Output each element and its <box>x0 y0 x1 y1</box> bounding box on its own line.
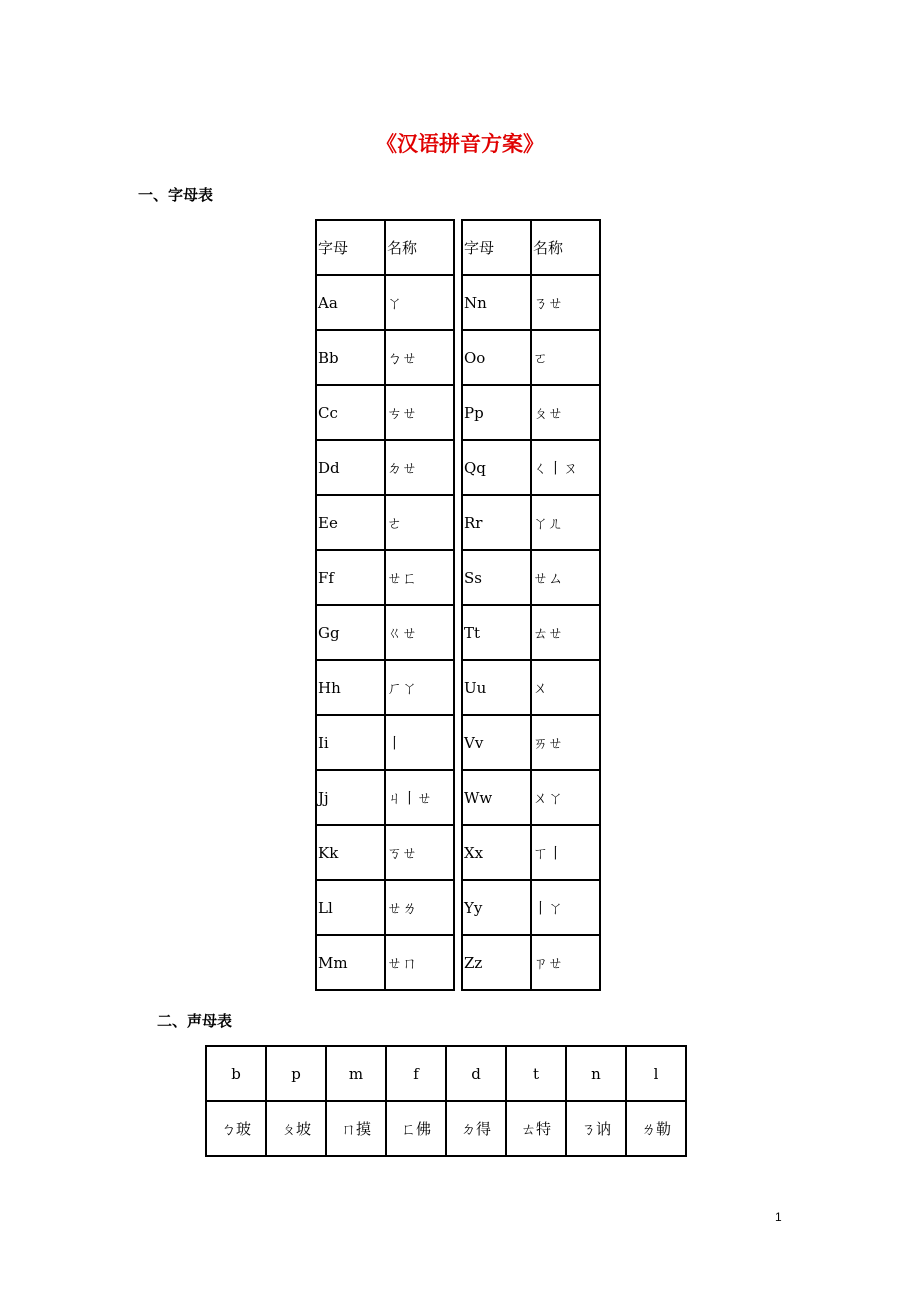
letter-cell: Mm <box>316 935 385 990</box>
initial-letter-cell: f <box>386 1046 446 1101</box>
header-name: 名称 <box>531 220 600 275</box>
table-row <box>462 495 600 550</box>
letter-cell: Kk <box>316 825 385 880</box>
letter-name-cell: ㄐ丨ㄝ <box>385 770 454 825</box>
initial-letter-cell: p <box>266 1046 326 1101</box>
letter-name-cell: ㄎㄝ <box>385 825 454 880</box>
letter-name-cell: ㄑ丨ㄡ <box>531 440 600 495</box>
letter-name-cell: ㄚ <box>385 275 454 330</box>
letter-name-cell: ㄋㄝ <box>531 275 600 330</box>
letter-name-cell: ㄝㄈ <box>385 550 454 605</box>
table-row <box>316 825 454 880</box>
table-row <box>316 275 454 330</box>
letter-cell: Xx <box>462 825 531 880</box>
table-row <box>316 715 454 770</box>
table-row <box>462 385 600 440</box>
table-row <box>316 550 454 605</box>
letter-cell: Yy <box>462 880 531 935</box>
header-letter: 字母 <box>316 220 385 275</box>
letter-name-cell: ㄚㄦ <box>531 495 600 550</box>
letter-cell: Pp <box>462 385 531 440</box>
initials-table <box>205 1045 687 1157</box>
section-heading-initials: 二、声母表 <box>157 1012 233 1030</box>
letter-cell: Qq <box>462 440 531 495</box>
letter-name-cell: ㄜ <box>385 495 454 550</box>
table-header-row <box>316 220 454 275</box>
letter-cell: Aa <box>316 275 385 330</box>
letter-name-cell: ㄨㄚ <box>531 770 600 825</box>
initial-letter-cell: d <box>446 1046 506 1101</box>
letter-cell: Nn <box>462 275 531 330</box>
table-row <box>316 385 454 440</box>
letter-cell: Vv <box>462 715 531 770</box>
initials-name-row <box>206 1101 686 1156</box>
letter-name-cell: ㄏㄚ <box>385 660 454 715</box>
letter-cell: Gg <box>316 605 385 660</box>
letter-name-cell: ㄊㄝ <box>531 605 600 660</box>
table-row <box>316 880 454 935</box>
table-row <box>462 275 600 330</box>
table-row <box>316 330 454 385</box>
letter-cell: Zz <box>462 935 531 990</box>
table-row <box>316 605 454 660</box>
initials-letter-row <box>206 1046 686 1101</box>
letter-cell: Hh <box>316 660 385 715</box>
letter-cell: Tt <box>462 605 531 660</box>
table-row <box>462 330 600 385</box>
table-row <box>462 770 600 825</box>
header-name: 名称 <box>385 220 454 275</box>
table-row <box>316 770 454 825</box>
letter-cell: Cc <box>316 385 385 440</box>
initial-name-cell: ㄈ佛 <box>386 1101 446 1156</box>
letter-name-cell: ㄞㄝ <box>531 715 600 770</box>
table-header-row <box>462 220 600 275</box>
table-row <box>462 825 600 880</box>
table-row <box>462 550 600 605</box>
page-number: 1 <box>775 1210 782 1224</box>
initial-name-cell: ㄇ摸 <box>326 1101 386 1156</box>
alphabet-table-left <box>315 219 455 991</box>
initial-name-cell: ㄌ勒 <box>626 1101 686 1156</box>
letter-cell: Jj <box>316 770 385 825</box>
header-letter: 字母 <box>462 220 531 275</box>
table-row <box>316 935 454 990</box>
letter-name-cell: ㄒ丨 <box>531 825 600 880</box>
section-heading-alphabet: 一、字母表 <box>138 186 214 204</box>
document-title: 《汉语拼音方案》 <box>376 131 544 156</box>
initial-letter-cell: t <box>506 1046 566 1101</box>
letter-name-cell: ㄘㄝ <box>385 385 454 440</box>
letter-name-cell: ㄛ <box>531 330 600 385</box>
letter-cell: Bb <box>316 330 385 385</box>
initial-letter-cell: l <box>626 1046 686 1101</box>
letter-name-cell: ㄆㄝ <box>531 385 600 440</box>
initial-name-cell: ㄋ讷 <box>566 1101 626 1156</box>
letter-cell: Ss <box>462 550 531 605</box>
letter-name-cell: ㄨ <box>531 660 600 715</box>
letter-name-cell: ㄝㄌ <box>385 880 454 935</box>
letter-name-cell: ㄗㄝ <box>531 935 600 990</box>
table-row <box>462 715 600 770</box>
letter-name-cell: 丨 <box>385 715 454 770</box>
table-row <box>462 605 600 660</box>
letter-cell: Ww <box>462 770 531 825</box>
letter-cell: Ff <box>316 550 385 605</box>
letter-cell: Rr <box>462 495 531 550</box>
letter-name-cell: ㄅㄝ <box>385 330 454 385</box>
letter-name-cell: ㄝㄙ <box>531 550 600 605</box>
letter-name-cell: ㄉㄝ <box>385 440 454 495</box>
table-row <box>462 935 600 990</box>
table-row <box>316 440 454 495</box>
table-row <box>316 660 454 715</box>
initial-name-cell: ㄉ得 <box>446 1101 506 1156</box>
initial-name-cell: ㄊ特 <box>506 1101 566 1156</box>
table-row <box>316 495 454 550</box>
letter-name-cell: 丨ㄚ <box>531 880 600 935</box>
letter-cell: Ii <box>316 715 385 770</box>
table-row <box>462 880 600 935</box>
table-row <box>462 440 600 495</box>
letter-cell: Dd <box>316 440 385 495</box>
letter-name-cell: ㄍㄝ <box>385 605 454 660</box>
initial-letter-cell: n <box>566 1046 626 1101</box>
initial-letter-cell: b <box>206 1046 266 1101</box>
letter-cell: Oo <box>462 330 531 385</box>
letter-cell: Ee <box>316 495 385 550</box>
initial-name-cell: ㄆ坡 <box>266 1101 326 1156</box>
table-row <box>462 660 600 715</box>
initial-name-cell: ㄅ玻 <box>206 1101 266 1156</box>
initial-letter-cell: m <box>326 1046 386 1101</box>
letter-cell: Ll <box>316 880 385 935</box>
letter-cell: Uu <box>462 660 531 715</box>
alphabet-table-right <box>461 219 601 991</box>
letter-name-cell: ㄝㄇ <box>385 935 454 990</box>
